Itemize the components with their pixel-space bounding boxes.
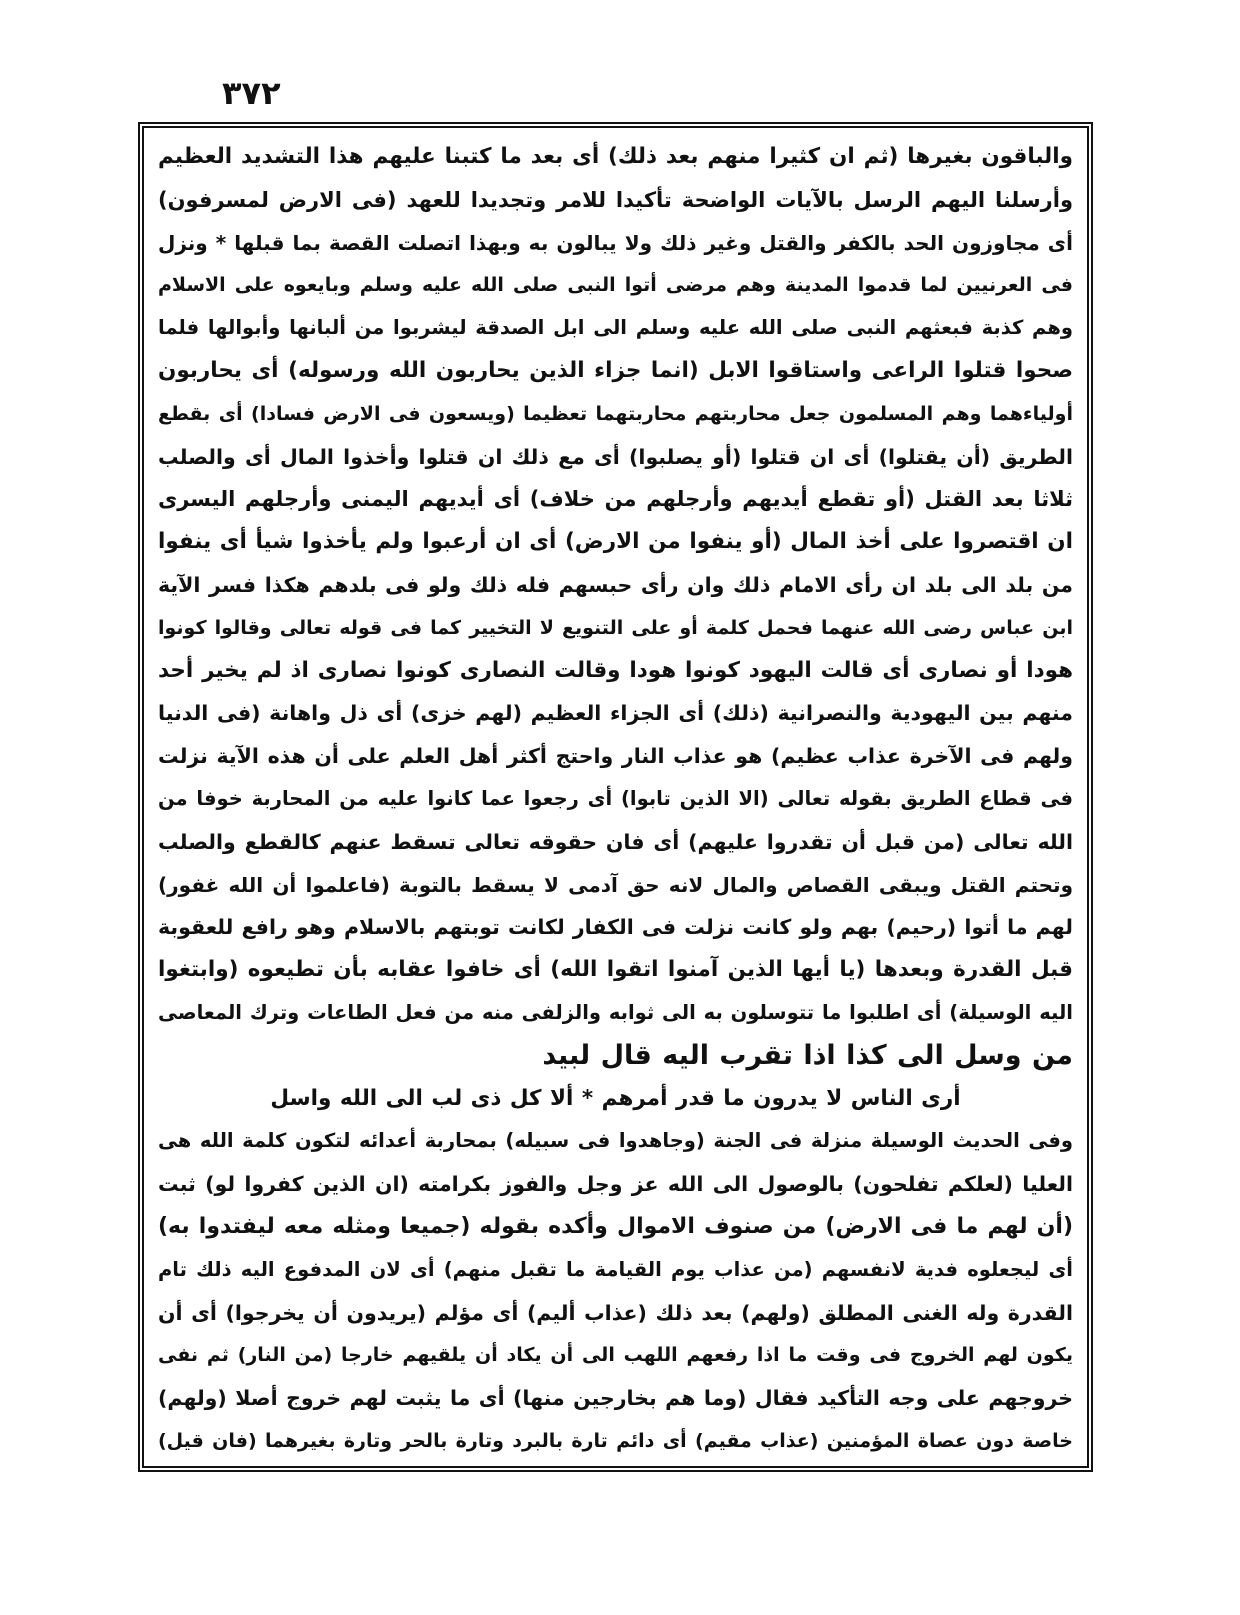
text-line: فى قطاع الطريق بقوله تعالى (الا الذين تابوا) أى رجعوا عما كانوا عليه من المحاربة خوفا من: [158, 786, 1073, 810]
text-line: (أن لهم ما فى الارض) من صنوف الاموال وأكده بقوله (جميعا ومثله معه ليفتدوا به): [158, 1213, 1073, 1239]
text-line: اليه الوسيلة) أى اطلبوا ما تتوسلون به الى ثوابه والزلفى منه من فعل الطاعات وترك المعاصى: [158, 1000, 1073, 1024]
text-line: وهم كذبة فبعثهم النبى صلى الله عليه وسلم الى ابل الصدقة ليشربوا من ألبانها وأبوالها فلما: [158, 316, 1073, 340]
text-frame: [138, 122, 1093, 1472]
text-line: أولياءهما وهم المسلمون جعل محاربتهم محاربتهما تعظيما (ويسعون فى الارض فسادا) أى بقطع: [158, 402, 1073, 425]
text-line: ثلاثا بعد القتل (أو تقطع أيديهم وأرجلهم من خلاف) أى أيديهم اليمنى وأرجلهم اليسرى: [158, 487, 1073, 512]
text-line: والباقون بغيرها (ثم ان كثيرا منهم بعد ذلك) أى بعد ما كتبنا عليهم هذا التشديد العظيم: [158, 144, 1073, 169]
text-line: صحوا قتلوا الراعى واستاقوا الابل (انما جزاء الذين يحاربون الله ورسوله) أى يحاربون: [158, 357, 1073, 383]
text-line: الطريق (أن يقتلوا) أى ان قتلوا (أو يصلبوا) أى مع ذلك ان قتلوا وأخذوا المال أى والصلب: [158, 444, 1073, 469]
text-line: وتحتم القتل ويبقى القصاص والمال لانه حق آدمى لا يسقط بالتوبة (فاعلموا أن الله غفور): [158, 872, 1073, 897]
text-line: لهم ما أتوا (رحيم) بهم ولو كانت نزلت فى الكفار لكانت توبتهم بالاسلام وهو رافع للعقوبة: [158, 915, 1073, 940]
text-line: أى ليجعلوه فدية لانفسهم (من عذاب يوم القيامة ما تقبل منهم) أى لان المدفوع اليه ذلك تام: [158, 1257, 1073, 1281]
text-line: أى مجاوزون الحد بالكفر والقتل وغير ذلك ولا يبالون به وبهذا اتصلت القصة بما قبلها * ونزل: [158, 230, 1073, 255]
text-line: هودا أو نصارى أى قالت اليهود كونوا هودا وقالت النصارى كونوا نصارى اذ لم يخير أحد: [158, 657, 1073, 683]
text-line: خروجهم على وجه التأكيد فقال (وما هم بخارجين منها) أى ما يثبت لهم خروج أصلا (ولهم): [158, 1386, 1073, 1411]
text-line: الله تعالى (من قبل أن تقدروا عليهم) أى فان حقوقه تعالى تسقط عنهم كالقطع والصلب: [158, 829, 1073, 854]
text-line: من بلد الى بلد ان رأى الامام ذلك وان رأى حبسهم فله ذلك ولو فى بلدهم هكذا فسر الآية: [158, 572, 1073, 597]
poetry-verse: أرى الناس لا يدرون ما قدر أمرهم * ألا كل ذى لب الى الله واسل: [270, 1085, 961, 1111]
text-line: وأرسلنا اليهم الرسل بالآيات الواضحة تأكيدا للامر وتجديدا للعهد (فى الارض لمسرفون): [158, 187, 1073, 212]
text-line: العليا (لعلكم تفلحون) بالوصول الى الله عز وجل والفوز بكرامته (ان الذين كفروا لو) ثبت: [158, 1172, 1073, 1197]
text-line: فى العرنيين لما قدموا المدينة وهم مرضى أتوا النبى صلى الله عليه وسلم وبايعوه على الاسلام: [158, 274, 1073, 297]
text-line: ولهم فى الآخرة عذاب عظيم) هو عذاب النار واحتج أكثر أهل العلم على أن هذه الآية نزلت: [158, 744, 1073, 769]
text-line: منهم بين اليهودية والنصرانية (ذلك) أى الجزاء العظيم (لهم خزى) أى ذل واهانة (فى الدنيا: [158, 701, 1073, 726]
text-line: قبل القدرة وبعدها (يا أيها الذين آمنوا اتقوا الله) أى خافوا عقابه بأن تطيعوه (وابتغوا: [158, 957, 1073, 983]
text-line: وفى الحديث الوسيلة منزلة فى الجنة (وجاهدوا فى سبيله) بمحاربة أعدائه لتكون كلمة الله هى: [158, 1129, 1073, 1153]
text-line: يكون لهم الخروج فى وقت ما اذا رفعهم اللهب الى أن يكاد أن يلقيهم خارجا (من النار) ثم نفى: [158, 1344, 1073, 1367]
text-line: ابن عباس رضى الله عنهما فحمل كلمة أو على التنويع لا التخيير كما فى قوله تعالى وقالوا كونوا: [158, 616, 1073, 639]
text-line: خاصة دون عصاة المؤمنين (عذاب مقيم) أى دائم تارة بالبرد وتارة بالحر وتارة بغيرهما (فان قيل): [158, 1429, 1073, 1452]
text-line: ان اقتصروا على أخذ المال (أو ينفوا من الارض) أى ان أرعبوا ولم يأخذوا شيأ أى ينفوا: [158, 529, 1073, 555]
page-number: ٣٧٢: [222, 74, 281, 112]
text-line-paragraph-end: من وسل الى كذا اذا تقرب اليه قال لبيد: [542, 1039, 1073, 1071]
text-line: القدرة وله الغنى المطلق (ولهم) بعد ذلك (عذاب أليم) أى مؤلم (يريدون أن يخرجوا) أى أن: [158, 1300, 1073, 1325]
